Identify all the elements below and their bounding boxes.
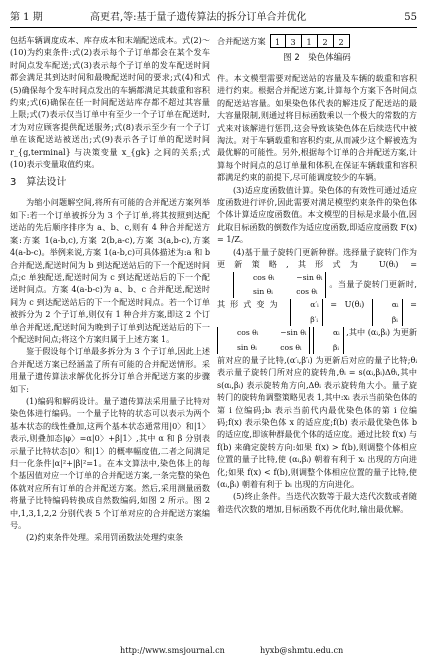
paragraph-constraints: 包括车辆调度成本、库存成本和末端配送成本。式(2)～(10)为约束条件:式(2)表示每个子订单都会在某个发车时间点发车配送;式(3)表示每个子订单的发车配送时间都会满足其到达时间和最晚配送时间的要求;式(4)和式(5)确保每个发车时间点发出的车辆都满足其载重和容积约束;式(6)确保在任一时间配送站库存都不超过其容量上限;式(7)表示仅当订单中有至少一个子订单在配送时,才为对应顾客提供配送服务;式(8)表示至少有一个子订单在该配送站被送出;式(9)表示各子订单的配送时间 r_{g,terminal} 与决策变量 x_{gk} 之间的关系;式(10)表示变量取值约束。	[10, 35, 210, 170]
original-qubit-vector-2	[313, 327, 344, 354]
matrix-entry: sin θᵢ	[253, 286, 273, 296]
right-column	[217, 34, 417, 515]
matrix-entry: cos θᵢ	[280, 342, 302, 352]
chromosome-cell: 1	[270, 34, 286, 48]
matrix-grid	[233, 272, 326, 299]
chromosome-cell: 1	[302, 34, 318, 48]
section-heading-algorithm: 3 算法设计	[10, 177, 67, 189]
vector-entry: α′ᵢ	[310, 300, 319, 310]
rotation-text-2: 。当量子旋转门更新时,其形式变为	[217, 278, 418, 310]
paragraph-encoding: (1)编码和解码设计。量子遗传算法采用量子比特对染色体进行编码。一个量子比特的状态可以表示为两个基本状态的线性叠加,这两个基本状态通常用|0〉和|1〉表示,则叠加态|φ〉=α|0〉+β|1〉,其中 α 和 β 分别表示量子比特状态|0〉和|1〉的概率幅度值,二者之间满足归一化条件|α|²+|β|²=1。在本文算法中,染色体上的每个基因值对应一个订单的合并配送方案,一条完整的染色体就对应所有订单的合并配送方案。然后,采用测量函数将量子比特编码转换成自然数编码,如图 2 所示。图 2 中,1,3,1,2,2 分别代表 5 个订单对应的合并配送方案编号。	[10, 395, 210, 531]
page-number: 55	[404, 12, 417, 23]
equals-sign: =	[410, 299, 417, 310]
page-footer	[10, 643, 417, 657]
page-header	[10, 10, 417, 26]
rotation-text-1: (4)基于量子旋转门更新种群。选择量子旋转门作为更新策略,其形式为	[217, 246, 417, 270]
u-label: U(θᵢ) =	[378, 259, 417, 270]
paragraph-rotation-gate	[217, 246, 417, 491]
rotation-text-3: ,其中 (αᵢ,βᵢ) 为更新前对应的量子比特,(α′ᵢ,β′ᵢ) 为更新后对应的量子比特;θᵢ 表示量子旋转门所对应的旋转角,θᵢ = s(αᵢ,βᵢ)Δθᵢ,其中 s(αᵢ,βᵢ) 表示旋转角方向,Δθᵢ 表示旋转角大小。量子旋转门的旋转角调整策略见表 1,其中:xᵢ 表示当前染色体的第 i 位编码;bᵢ 表示当前代内最优染色体的第 i 位编码;f(x) 表示染色体 x 的适应度;f(b) 表示最优染色体 b 的适应度,即该种群最优个体的适应度。通过比较 f(x) 与 f(b) 来确定旋转方向:如果 f(x) > f(b),则调整个体相应位置的量子比特,使 (αᵢ,βᵢ) 朝着有利于 xᵢ 出现的方向进化;如果 f(x) < f(b),则调整个体相应位置的量子比特,使 (αᵢ,βᵢ) 朝着有利于 bᵢ 出现的方向进化。	[217, 327, 418, 489]
chromosome-cell: 2	[334, 34, 350, 48]
journal-email: hyxb@shmtu.edu.cn	[260, 645, 344, 655]
running-title: 高更君,等:基于量子遗传算法的拆分订单合并优化	[90, 12, 307, 23]
figure-caption: 图 2 染色体编码	[283, 53, 351, 63]
update-operator: = U(θᵢ)	[330, 299, 365, 310]
chromosome-cells	[270, 34, 350, 48]
matrix-entry: sin θᵢ	[237, 342, 257, 352]
paragraph-constraint-handling: (2)约束条件处理。采用罚函数法处理约束条	[26, 532, 184, 543]
left-column	[10, 34, 210, 544]
updated-qubit-vector	[290, 299, 322, 326]
rotation-matrix	[217, 271, 326, 299]
vector-entry: βᵢ	[332, 342, 339, 352]
figure-2	[217, 34, 417, 64]
matrix-grid-2	[217, 327, 310, 354]
matrix-entry: −sin θᵢ	[296, 272, 323, 282]
header-rule	[10, 27, 417, 28]
vector-entry: αᵢ	[332, 328, 340, 338]
vector-entry: β′ᵢ	[310, 314, 318, 324]
issue-number: 第 1 期	[10, 12, 43, 23]
chromosome-cell: 3	[286, 34, 302, 48]
paragraph-termination: (5)终止条件。当迭代次数等于最大迭代次数或者随着迭代次数的增加,目标函数不再优化时,输出最优解。	[217, 491, 417, 514]
matrix-entry: cos θᵢ	[237, 328, 259, 338]
chromosome-cell: 2	[318, 34, 334, 48]
journal-url: http://www.smsjournal.cn	[120, 645, 225, 655]
vector-entry: βᵢ	[391, 314, 398, 324]
original-qubit-vector	[372, 299, 403, 326]
matrix-entry: cos θᵢ	[253, 272, 275, 282]
figure-label: 合并配送方案	[217, 35, 266, 46]
paragraph-merge-plans: 为缩小问题解空间,将所有可能的合并配送方案列举如下:若一个订单被拆分为 3 个子订单,将其按照到达配送站的先后顺序排序为 a、b、c,则有 4 种合并配送方案:方案 1(a-b,c),方案 2(b,a-c),方案 3(a,b-c),方案 4(a-b-c)。举例来说,方案 1(a-b,c)可具体描述为:a 和 b 合并配送,配送时间为 b 到达配送站后的下一个配送时间点;c 单独配送,配送时间为 c 到达配送站后的下一个配送时间点。方案 4(a-b-c)为 a、b、c 合并配送,配送时间为 c 到达配送站后的下一个配送时间点。若一个订单被拆分为 2 个子订单,则仅有 1 种合并方案,即这 2 个订单合并配送,配送时间为晚到子订单到达配送站后的下一个配送时间点;将这个方案归属于上述方案 1。	[10, 197, 210, 344]
vector-entry: αᵢ	[391, 300, 399, 310]
paragraph-fitness: (3)适应度函数值计算。染色体的有效性可通过适应度函数进行评价,因此需要对满足模型约束条件的染色体个体计算适应度函数值。本文模型的目标是求最小值,因此取目标函数的倒数作为适应度函数,即适应度函数 F(x) = 1/Z。	[217, 184, 417, 245]
paragraph-steps: 鉴于假设每个订单最多拆分为 3 个子订单,因此上述合并配送方案已经涵盖了所有可能的合并配送情形。采用量子遗传算法求解优化拆分订单合并配送方案的步骤如下:	[10, 346, 210, 394]
matrix-entry: cos θᵢ	[296, 286, 318, 296]
figure-row	[217, 34, 417, 48]
matrix-entry: −sin θᵢ	[280, 328, 307, 338]
paragraph-penalty: 件。本文模型需要对配送站的容量及车辆的载重和容积进行约束。根据合并配送方案,计算每个方案下各时间点的配送站容量。如果染色体代表的解违反了配送站的最大容量限制,则通过将目标函数乘以一个极大的常数的方式来对该解进行惩罚,这会导致该染色体在后续迭代中被淘汰。对于车辆载重和容积约束,从而减少这个解被选为最优解的可能性。另外,根据每个订单的合并配送方案,计算每个时间点的总订单量和体积,在保证车辆载重和容积都满足约束的前提下,尽可能调度较少的车辆。	[217, 73, 417, 183]
